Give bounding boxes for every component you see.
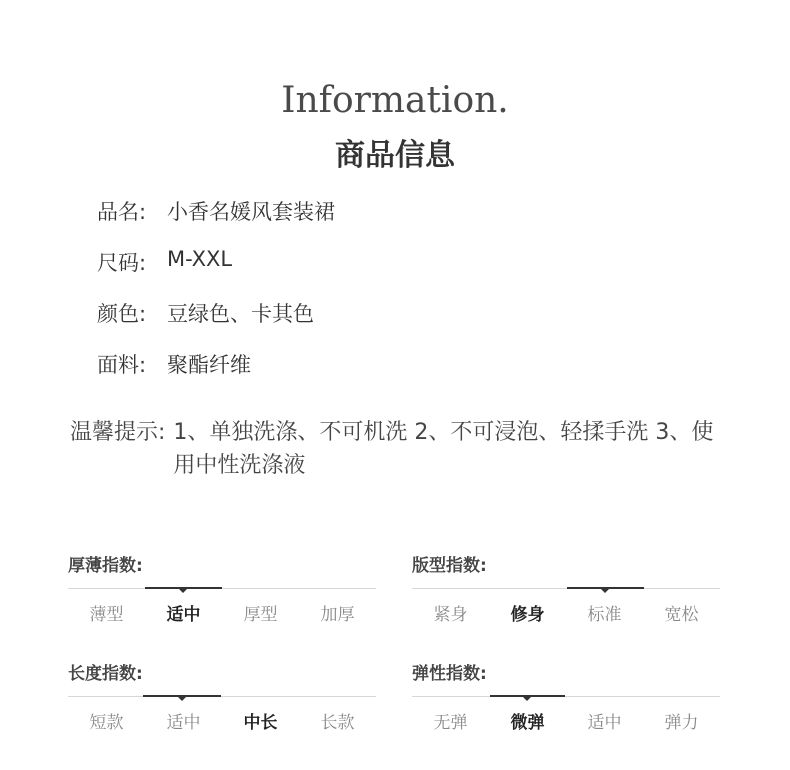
info-row-fabric [97,349,335,400]
scale-pointer-icon [523,697,531,701]
scale-option: 适中 [166,713,201,733]
info-value: 小香名媛风套装裙 [167,200,335,224]
scale-title: 长度指数: [68,664,143,684]
scale-option: 紧身 [433,605,468,625]
scale-option: 标准 [587,605,622,625]
title-english: Information. [281,80,509,121]
scale-option: 短款 [89,713,124,733]
care-tip [70,416,740,482]
scale-title: 弹性指数: [412,664,487,684]
info-row-name [97,196,335,247]
scale-line [412,696,720,697]
scale-option: 无弹 [433,713,468,733]
info-row-size [97,247,335,298]
fit-scale [412,551,720,625]
scale-option-selected: 中长 [243,713,278,733]
scale-options [412,600,720,625]
info-row-color [97,298,335,349]
scale-title: 版型指数: [412,556,487,576]
scale-option: 适中 [587,713,622,733]
scale-option-selected: 修身 [510,605,545,625]
scale-option-selected: 适中 [166,605,201,625]
product-info-list [97,196,335,400]
care-tip-text: 1、单独洗涤、不可机洗 2、不可浸泡、轻揉手洗 3、使用中性洗涤液 [173,420,714,478]
scale-option: 厚型 [243,605,278,625]
scale-pointer-icon [178,697,186,701]
scale-title: 厚薄指数: [68,556,143,576]
info-label: 颜色: [97,302,147,326]
title-chinese: 商品信息 [335,138,455,173]
scale-line [412,588,720,589]
scale-option: 长款 [320,713,355,733]
scale-pointer-icon [601,589,609,593]
scale-option: 弹力 [664,713,699,733]
scale-options [412,708,720,733]
scale-pointer-icon [179,589,187,593]
scale-option: 加厚 [320,605,355,625]
info-label: 尺码: [97,251,147,275]
elasticity-scale [412,659,720,733]
length-scale [68,659,376,733]
care-tip-label: 温馨提示: [70,420,166,445]
scale-line [68,696,376,697]
info-label: 面料: [97,353,147,377]
thickness-scale [68,551,376,625]
scale-option: 薄型 [89,605,124,625]
scale-option-selected: 微弹 [510,713,545,733]
scale-options [68,708,376,733]
info-label: 品名: [97,200,147,224]
info-value: 聚酯纤维 [167,353,251,377]
info-value: 豆绿色、卡其色 [167,302,314,326]
info-value: M-XXL [167,247,233,271]
scale-option: 宽松 [664,605,699,625]
scale-line [68,588,376,589]
scale-options [68,600,376,625]
